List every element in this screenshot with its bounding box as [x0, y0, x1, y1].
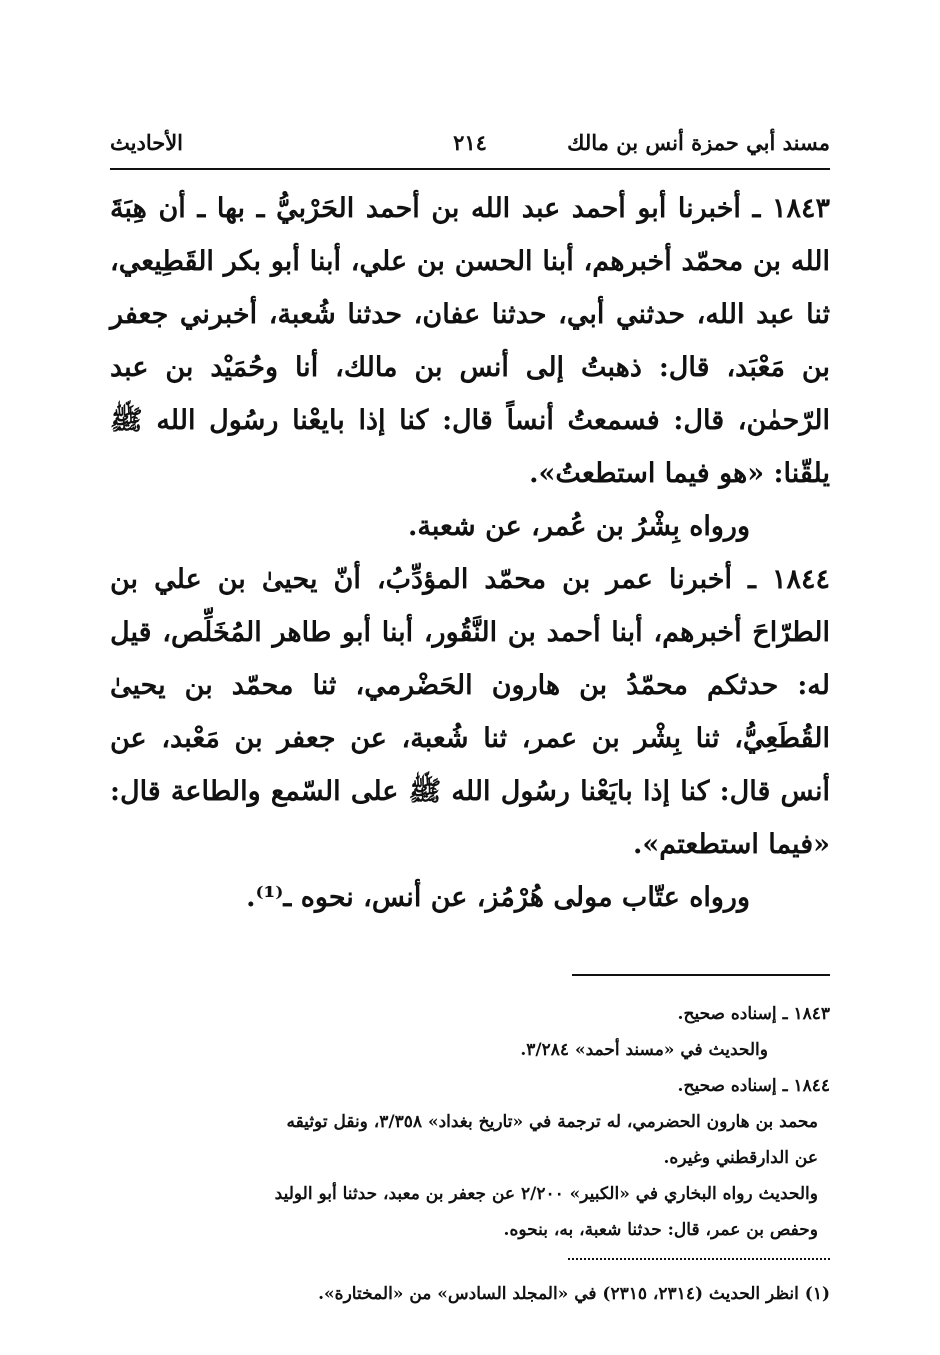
header-section-title: الأحاديث [110, 130, 184, 155]
running-header [110, 128, 830, 170]
page [110, 128, 830, 1312]
dotted-divider [568, 1258, 830, 1260]
note-1844-source-cont: وحفص بن عمر، قال: حدثنا شعبة، به، بنحوه. [503, 1220, 818, 1240]
header-book-title: مسند أبي حمزة أنس بن مالك [567, 130, 830, 155]
hadith-1844: ١٨٤٤ ـ أخبرنا عمر بن محمّد المؤدِّبُ، أنّ يحيىٰ بن علي بن الطرّاحَ أخبرهم، أبنا أحمد بن النَّقُور، أبنا أبو طاهر المُخَلِّص، قيل له: حدثكم محمّدُ بن هارون الحَضْرمي، ثنا محمّد بن يحيىٰ القُطَعِيُّ، ثنا بِشْر بن عمر، ثنا شُعبة، عن جعفر بن مَعْبد، عن أنس قال: كنا إذا بايَعْنا رسُول الله ﷺ على السّمع والطاعة قال: «فيما استطعتم». [110, 564, 830, 860]
note-1844-source: والحديث رواه البخاري في «الكبير» ٢/٢٠٠ عن جعفر بن معبد، حدثنا أبو الوليد [274, 1184, 818, 1204]
main-text [110, 182, 830, 924]
commentary-notes [110, 996, 830, 1248]
footnote-1: (١) انظر الحديث (٢٣١٤، ٢٣١٥) في «المجلد السادس» من «المختارة». [318, 1284, 830, 1304]
footnote-divider [572, 974, 830, 976]
note-1843-source: والحديث في «مسند أحمد» ٣/٢٨٤. [520, 1040, 768, 1060]
note-1844-grade: ١٨٤٤ ـ إسناده صحيح. [677, 1076, 830, 1096]
note-1844-narrator-cont: عن الدارقطني وغيره. [663, 1148, 818, 1168]
note-1844-narrator: محمد بن هارون الحضرمي، له ترجمة في «تاريخ بغداد» ٣/٣٥٨، ونقل توثيقه [286, 1112, 818, 1132]
note-1843-grade: ١٨٤٣ ـ إسناده صحيح. [677, 1004, 830, 1024]
page-number: ٢١٤ [453, 130, 487, 155]
hadith-1843: ١٨٤٣ ـ أخبرنا أبو أحمد عبد الله بن أحمد الحَرْبيُّ ـ بها ـ أن هِبَةَ الله بن محمّد أخبرهم، أبنا الحسن بن علي، أبنا أبو بكر القَطِيعي، ثنا عبد الله، حدثني أبي، حدثنا عفان، حدثنا شُعبة، أخبرني جعفر بن مَعْبَد، قال: ذهبتُ إلى أنس بن مالك، أنا وحُمَيْد بن عبد الرّحمٰن، قال: فسمعتُ أنساً قال: كنا إذا بايعْنا رسُول الله ﷺ يلقّنا: «هو فيما استطعتُ». [110, 193, 830, 489]
narration-note-1844: ورواه عتّاب مولى هُرْمُز، عن أنس، نحوه ـ⁽¹⁾. [246, 882, 750, 913]
narration-note-1843: ورواه بِشْرُ بن عُمر، عن شعبة. [408, 511, 750, 542]
